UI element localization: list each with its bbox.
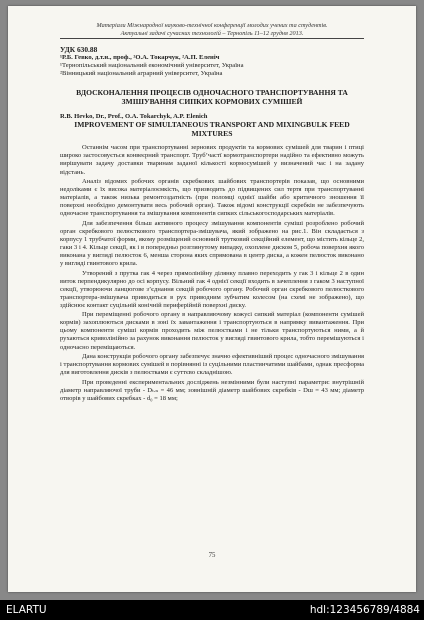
running-head-line-1: Матеріали Міжнародної науково-технічної конференції молодих учених та студентів. <box>96 22 328 29</box>
page-number: 75 <box>208 552 216 559</box>
paragraph-3: Для забезпечення більш активного процесу змішування компонентів суміші розроблено робочий орган скребкового пелюсткового транспортера-змішувача, який зображено на рис.1. Він складається з корпусу 1 трубчатої форми, якому розміщений основний трутковий секційний елемент, що містить кільце 2, гаки 3 і 4. Кільце секції, як і в попередньо розглянутому випадку, охоплене диском 5, робоча поверхня якого виконана у вигляді пелюсток 6, менша сторона яких спрямована в центр диска, а кожен пелюсток виконано у вигляді гвинтового крила. <box>60 219 364 268</box>
affiliation-2: ²Вінницький національний аграрний університет, Україна <box>60 70 223 78</box>
udk-code: УДК 630.88 <box>60 45 98 55</box>
handle-identifier: hdl:123456789/4884 <box>309 604 420 616</box>
status-bar <box>0 600 424 620</box>
page-content <box>60 22 364 403</box>
paragraph-7: При проведенні експериментальних досліджень незмінними були наступні параметри: внутрішній діаметр направляючої труби - Dₜ.ₙ = 46 мм; зовнішній діаметр шайбових скребків - Dш = 43 мм; діаметр отворів у шайбових скребках - d₀ = 18 мм; <box>60 378 364 402</box>
paragraph-6: Дана конструкція робочого органу забезпечує значно ефективніший процес одночасного змішування і транспортування кормових сумішей в порівнянні із суцільними пластинчатими шайбами, однак пресформа для виготовлення дисків з пелюстками є суттєво складнішою. <box>60 353 364 377</box>
authors-english: R.B. Hevko, Dr., Prof., O.A. Tokarchyk, A.P. Elenich <box>60 113 208 121</box>
paragraph-4: Утворений з прутка гак 4 через прямолінійну ділянку плавно переходить у гак 3 і кільце 2 в один виток перпендикулярно до осі корпусу. Вільний гак 4 однієї секції входить в зачеплення з гаком 3 наступної секції, утворюючи ланцюгове з’єднання секцій робочого органу. Робочий орган скребкового пелюсткового транспортера-змішувача приводиться в рух приводним зубчатим колесом (на схемі не зображено), що здійснює контакт суцільній конічній периферійній поверхні диску. <box>60 269 364 309</box>
running-head-rule <box>60 38 364 39</box>
title-ukrainian: ВДОСКОНАЛЕННЯ ПРОЦЕСІВ ОДНОЧАСНОГО ТРАНСПОРТУВАННЯ ТА ЗМІШУВАННЯ СИПКИХ КОРМОВИХ СУМІШЕЙ <box>76 88 348 107</box>
running-head-line-2: Актуальні задачі сучасних технологій – Тернопіль 11–12 грудня 2013. <box>120 29 304 37</box>
running-head <box>60 22 364 37</box>
authors-ukrainian: ¹Р.Б. Гевко, д.т.н., проф., ²О.А. Токарчук, ²А.П. Еленіч <box>60 54 220 62</box>
paragraph-1: Останнім часом при транспортуванні зернових продуктів та кормових сумішей для тварин і птиці широко застосовується конвеєрний транспорт. Труб’частї кормотранспортери надійно та ефективно можуть вирішувати задачу доставки тваринам заданої кількості кормосумішей у визначений час і на задану відстань. <box>60 144 364 176</box>
document-page <box>8 6 416 592</box>
affiliation-1: ¹Тернопільський національний економічний університет, Україна <box>60 62 244 70</box>
repository-name: ELARTU <box>6 604 47 616</box>
paragraph-2: Аналіз відомих робочих органів скребкових шайбових транспортерів показав, що основними недоліками є їх висока матеріалоємкість, що призводить до підвищених сил тертя при транспортуванні матеріалів, а також низька ремонтоздатність (при поломці однієї шайби або критичного зношення її поверхні необхідно демонтувати весь робочий орган). Також відомі конструкції скребків не забезпечують одночасне транспортування та змішування компонентів сипких сільськогосподарських матеріалів. <box>60 178 364 218</box>
title-english: IMPROVEMENT OF SIMULTANEOUS TRANSPORT AND MIXINGBULK FEED MIXTURES <box>74 120 350 138</box>
paragraph-5: При переміщенні робочого органу в направляючому кожусі сипкий матеріал (компоненти сумішей кормів) захоплюються дисками в зоні їх завантаження і транспортуються в напрямку вивантаження. При цьому компоненти суміші кормів проходить між пелюстками і не тільки транспортуються ними, а й рухаються криволінійно за рахунок виконання пелюсток у вигляді гвинтового крила, тобто перемішуються і одночасно переміщаються. <box>60 311 364 351</box>
body-text <box>60 144 364 402</box>
